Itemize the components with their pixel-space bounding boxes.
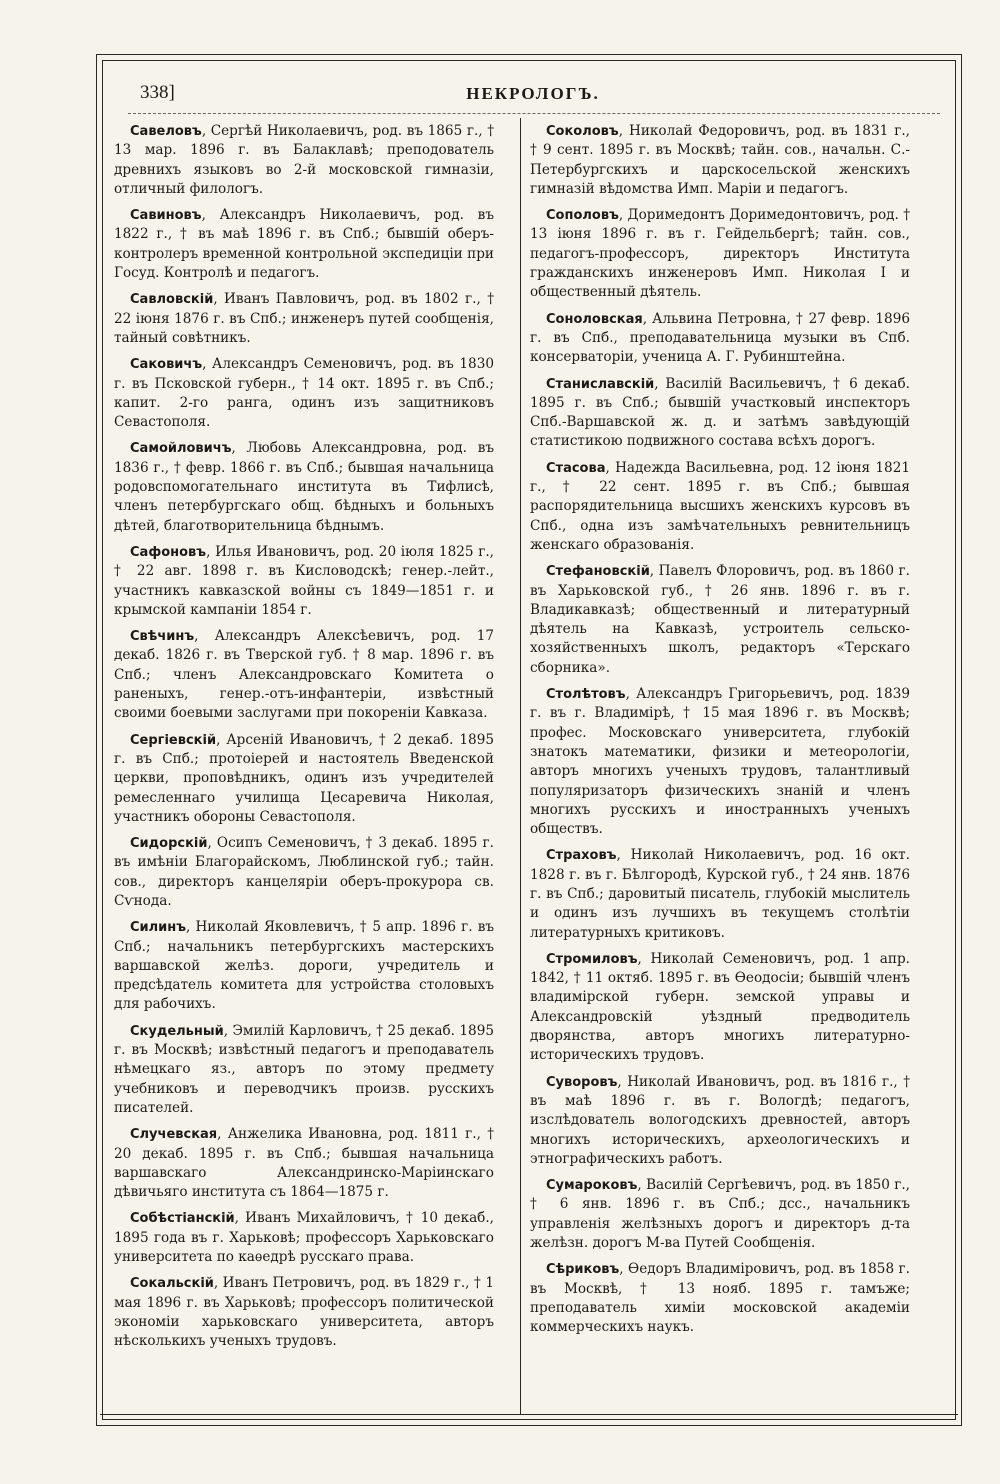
obituary-entry xyxy=(530,375,910,452)
obituary-entry xyxy=(530,310,910,368)
obituary-entry xyxy=(114,627,494,723)
header-rule xyxy=(128,113,940,114)
entry-text: , Осипъ Семеновичъ, † 3 декаб. 1895 г. въ имѣніи Благорайскомъ, Люблинской губ.; тайн. сов., директоръ канцеляріи оберъ-прокурора св. Сѵнода. xyxy=(114,835,494,909)
obituary-entry xyxy=(530,459,910,555)
page-header xyxy=(128,80,938,112)
entry-surname: Скудельный xyxy=(130,1023,224,1039)
entry-surname: Савеловъ xyxy=(130,124,202,139)
entry-surname: Саковичъ xyxy=(130,357,203,373)
column-divider xyxy=(520,118,521,1414)
obituary-entry xyxy=(114,355,494,432)
obituary-entry xyxy=(530,122,910,199)
obituary-entry xyxy=(530,562,910,678)
entry-surname: Сумароковъ xyxy=(546,1178,638,1194)
entry-surname: Сополовъ xyxy=(546,208,619,224)
running-title: НЕКРОЛОГЪ. xyxy=(466,84,600,103)
entry-surname: Собѣстіанскій xyxy=(130,1211,235,1227)
obituary-entry xyxy=(114,290,494,348)
entry-text: , Николай Ивановичъ, род. въ 1816 г., † въ маѣ 1896 г. въ г. Вологдѣ; педагогъ, изслѣдователь вологодскихъ древностей, авторъ многихъ историческихъ, археологическихъ и этнографическихъ работъ. xyxy=(530,1073,910,1167)
obituary-entry xyxy=(114,1209,494,1267)
obituary-entry xyxy=(530,1260,910,1337)
entry-text: , Александръ Семеновичъ, род. въ 1830 г. въ Псковской губерн., † 14 окт. 1895 г. въ Спб.; капит. 2-го ранга, одинъ изъ защитниковъ Севастополя. xyxy=(114,356,494,431)
entry-text: , Иванъ Михайловичъ, † 10 декаб., 1895 года въ г. Харьковѣ; профессоръ Харьковскаго университета по каѳедрѣ русскаго права. xyxy=(114,1210,494,1266)
entry-surname: Савловскій xyxy=(130,292,214,308)
entry-text: , Александръ Николаевичъ, род. въ 1822 г., † въ маѣ 1896 г. въ Спб.; бывшій оберъ-контролеръ временной контрольной экспедиціи при Госуд. Контролѣ и педагогъ. xyxy=(114,207,494,282)
page-number: 338] xyxy=(140,82,175,103)
entry-text: , Ѳедоръ Владиміровичъ, род. въ 1858 г. въ Москвѣ, † 13 нояб. 1895 г. тамъже; преподаватель химіи московской академіи коммерческихъ наукъ. xyxy=(530,1261,910,1336)
entry-text: , Николай Яковлевичъ, † 5 апр. 1896 г. въ Спб.; начальникъ петербургскихъ мастерскихъ варшавской желѣз. дороги, учредитель и предсѣдатель комитета для устройства столовыхъ для рабочихъ. xyxy=(114,919,494,1013)
entry-surname: Случевская xyxy=(130,1127,218,1143)
bottom-rule xyxy=(100,1414,958,1415)
obituary-entry xyxy=(114,1125,494,1202)
entry-text: , Василій Васильевичъ, † 6 декаб. 1895 г. въ Спб.; бывшій участковый инспекторъ Спб.-Варшавской ж. д. и затѣмъ завѣдующій статистикою подвижного состава всѣхъ дорогъ. xyxy=(530,375,910,450)
obituary-entry xyxy=(530,950,910,1066)
obituary-entry xyxy=(530,1073,910,1169)
obituary-entry xyxy=(530,685,910,839)
entry-text: , Николай Семеновичъ, род. 1 апр. 1842, † 11 октяб. 1895 г. въ Ѳеодосіи; бывшій членъ владимірской губерн. земской управы и Александровскій уѣздный предводитель дворянства, авторъ многихъ литературно-историческихъ трудовъ. xyxy=(530,950,910,1064)
entry-surname: Силинъ xyxy=(130,920,187,936)
entry-surname: Самойловичъ xyxy=(130,441,232,457)
entry-text: , Павелъ Флоровичъ, род. въ 1860 г. въ Харьковской губ., † 26 янв. 1896 г. въ г. Владикавказѣ; общественный и литературный дѣятель на Кавказѣ, устроитель сельско-хозяйственныхъ школъ, редакторъ «Терскаго сборника». xyxy=(530,563,910,676)
entry-text: , Иванъ Петровичъ, род. въ 1829 г., † 1 мая 1896 г. въ Харьковѣ; профессоръ политической экономіи харьковскаго университета, авторъ нѣсколькихъ ученыхъ трудовъ. xyxy=(114,1275,494,1350)
entry-surname: Сергіевскій xyxy=(130,732,217,748)
right-column xyxy=(530,122,910,1345)
entry-text: , Альвина Петровна, † 27 февр. 1896 г. въ Спб., преподавательница музыки въ Спб. консерваторіи, ученица А. Г. Рубинштейна. xyxy=(530,310,910,366)
entry-surname: Сидорскій xyxy=(130,836,208,852)
entry-surname: Сокальскій xyxy=(130,1276,214,1292)
obituary-entry xyxy=(114,1274,494,1351)
entry-text: , Илья Ивановичъ, род. 20 іюля 1825 г., † 22 авг. 1898 г. въ Кисловодскѣ; генер.-лейт., участникъ кавказской войны съ 1849—1851 г. и крымской кампаніи 1854 г. xyxy=(114,543,494,618)
obituary-entry xyxy=(530,846,910,942)
entry-surname: Суворовъ xyxy=(546,1074,618,1090)
entry-surname: Соноловская xyxy=(546,311,643,327)
entry-surname: Сѣриковъ xyxy=(546,1262,620,1278)
entry-surname: Сафоновъ xyxy=(130,544,207,560)
entry-surname: Савиновъ xyxy=(130,208,202,224)
entry-text: , Николай Федоровичъ, род. въ 1831 г., † 9 сент. 1895 г. въ Москвѣ; тайн. сов., начальн. С.-Петербургскихъ и царскосельской женскихъ гимназій вѣдомства Имп. Маріи и педагогъ. xyxy=(530,123,910,197)
entry-surname: Стромиловъ xyxy=(546,951,638,967)
obituary-entry xyxy=(114,543,494,620)
entry-surname: Станиславскій xyxy=(546,376,655,392)
entry-surname: Стефановскій xyxy=(546,564,650,580)
entry-surname: Стасова xyxy=(546,460,606,476)
entry-text: , Арсеній Ивановичъ, † 2 декаб. 1895 г. въ Спб.; протоіерей и настоятель Введенской церкви, проповѣдникъ, одинъ изъ учредителей ремесленнаго училища Цесаревича Николая, участникъ обороны Севастополя. xyxy=(114,731,494,825)
obituary-entry xyxy=(114,731,494,827)
obituary-entry xyxy=(114,918,494,1014)
obituary-entry xyxy=(114,122,494,199)
entry-text: , Иванъ Павловичъ, род. въ 1802 г., † 22 іюня 1876 г. въ Спб.; инженеръ путей сообщенія, тайный совѣтникъ. xyxy=(114,291,494,346)
entry-text: , Анжелика Ивановна, род. 1811 г., † 20 декаб. 1895 г. въ Спб.; бывшая начальница варшавскаго Александринско-Маріинскаго дѣвичьяго института съ 1864—1875 г. xyxy=(114,1126,494,1201)
entry-surname: Свѣчинъ xyxy=(130,629,195,645)
entry-text: , Александръ Григорьевичъ, род. 1839 г. въ г. Владимірѣ, † 15 мая 1896 г. въ Москвѣ; профес. Московскаго университета, глубокій знатокъ математики, физики и метеорологіи, авторъ многихъ ученыхъ трудовъ, талантливый популяризаторъ физическихъ знаній и членъ многихъ русскихъ и иностранныхъ ученыхъ обществъ. xyxy=(530,686,910,838)
entry-text: , Эмилій Карловичъ, † 25 декаб. 1895 г. въ Москвѣ; извѣстный педагогъ и преподаватель нѣмецкаго яз., авторъ по этому предмету учебниковъ и переводчикъ произв. русскихъ писателей. xyxy=(114,1022,494,1116)
entry-text: , Сергѣй Николаевичъ, род. въ 1865 г., † 13 мар. 1896 г. въ Балаклавѣ; преподователь древнихъ языковъ во 2-й московской гимназіи, отличный филологъ. xyxy=(114,123,494,197)
entry-surname: Страховъ xyxy=(546,848,617,864)
obituary-entry xyxy=(114,834,494,911)
entry-text: , Василій Сергѣевичъ, род. въ 1850 г., † 6 янв. 1896 г. въ Спб.; дсс., начальникъ управленія желѣзныхъ дорогъ и директоръ д-та желѣзн. дорогъ М-ва Путей Сообщенія. xyxy=(530,1177,910,1252)
entry-surname: Соколовъ xyxy=(546,124,619,139)
obituary-entry xyxy=(530,206,910,302)
entry-text: , Доримедонтъ Доримедонтовичъ, род. † 13 іюня 1896 г. въ г. Гейдельбергѣ; тайн. сов., педагогъ-профессоръ, директоръ Института гражданскихъ инженеровъ Имп. Николая I и общественный дѣятель. xyxy=(530,207,910,301)
obituary-entry xyxy=(114,439,494,535)
entry-surname: Столѣтовъ xyxy=(546,687,626,703)
left-column xyxy=(114,122,494,1359)
entry-text: , Николай Николаевичъ, род. 16 окт. 1828 г. въ г. Бѣлгородѣ, Курской губ., † 24 янв. 1876 г. въ Спб.; даровитый писатель, глубокій мыслитель и одинъ изъ лучшихъ въ текущемъ столѣтіи литературныхъ критиковъ. xyxy=(530,847,910,941)
obituary-entry xyxy=(114,1022,494,1118)
entry-text: , Любовь Александровна, род. въ 1836 г., † февр. 1866 г. въ Спб.; бывшая начальница родовспомогательнаго института въ Тифлисѣ, членъ петербургскаго общ. бѣдныхъ и больныхъ дѣтей, благотворительница бѣднымъ. xyxy=(114,440,494,534)
entry-text: , Александръ Алексѣевичъ, род. 17 декаб. 1826 г. въ Тверской губ. † 8 мар. 1896 г. въ Спб.; членъ Александровскаго Комитета о раненыхъ, генер.-отъ-инфантеріи, извѣстный своими боевыми заслугами при покореніи Кавказа. xyxy=(114,628,494,722)
obituary-entry xyxy=(530,1176,910,1253)
obituary-entry xyxy=(114,206,494,283)
entry-text: , Надежда Васильевна, род. 12 іюня 1821 г., † 22 сент. 1895 г. въ Спб.; бывшая распорядительница высшихъ женскихъ курсовъ въ Спб., одна изъ замѣчательныхъ ревнительницъ женскаго образованія. xyxy=(530,459,910,553)
